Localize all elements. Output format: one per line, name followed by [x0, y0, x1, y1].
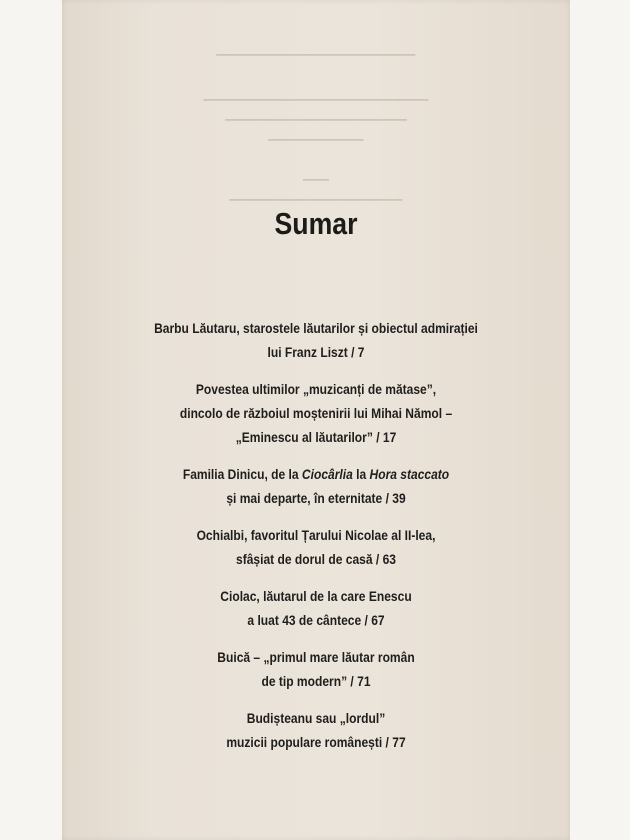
toc-entry-line: „Eminescu al lăutarilor” / 17 — [235, 429, 397, 445]
toc-entry-line — [98, 462, 535, 486]
toc-entry — [98, 316, 535, 364]
bleed-through-text: ▁▁▁▁▁▁▁▁▁▁▁ — [268, 129, 364, 141]
toc-entry-line: Budișteanu sau „lordul” — [246, 710, 386, 726]
bleed-through-text: ▁▁▁▁▁▁▁▁▁▁▁▁▁▁▁▁▁▁▁▁▁▁▁▁▁▁ — [203, 89, 429, 101]
toc-entry — [98, 462, 535, 510]
bleed-through-text: ▁▁▁▁▁▁▁▁▁▁▁▁▁▁▁▁▁▁▁▁▁▁▁ — [216, 44, 416, 56]
toc-entry-line: muzicii populare românești / 77 — [226, 734, 406, 750]
toc-entry — [98, 706, 535, 754]
toc-italic-title: Ciocârlia — [301, 466, 353, 482]
toc-entry-line: Barbu Lăutaru, starostele lăutarilor și obiectul admirației — [154, 320, 478, 336]
toc-entry-line: sfâșiat de dorul de casă / 63 — [236, 551, 396, 567]
page-title: Sumar — [274, 206, 358, 241]
toc-entry-line: Ochialbi, favoritul Țarului Nicolae al II-lea, — [196, 527, 436, 543]
toc-entry-line: de tip modern” / 71 — [261, 673, 371, 689]
toc-entry-line: și mai departe, în eternitate / 39 — [226, 490, 406, 506]
toc-entry-line: lui Franz Liszt / 7 — [267, 344, 365, 360]
book-page — [62, 0, 570, 840]
toc-entry-line: Ciolac, lăutarul de la care Enescu — [220, 588, 412, 604]
toc-text: Familia Dinicu, de la — [182, 466, 302, 482]
toc-entry — [98, 584, 535, 632]
bleed-through-text: ▁▁▁▁▁▁▁▁▁▁▁▁▁▁▁▁▁▁▁▁▁ — [225, 109, 407, 121]
toc-entry — [98, 523, 535, 571]
toc-entry-line: a luat 43 de cântece / 67 — [247, 612, 385, 628]
toc-entry-line: Buică – „primul mare lăutar român — [217, 649, 415, 665]
toc-entry — [98, 377, 535, 449]
bleed-through-text: ▁▁▁ — [303, 169, 329, 181]
bleed-through-text: ▁▁▁▁▁▁▁▁▁▁▁▁▁▁▁▁▁▁▁▁ — [229, 189, 403, 201]
toc-italic-title: Hora staccato — [369, 466, 450, 482]
table-of-contents — [62, 316, 570, 767]
toc-text: la — [352, 466, 370, 482]
toc-entry — [98, 645, 535, 693]
toc-entry-line: Povestea ultimilor „muzicanți de mătase”, — [195, 381, 437, 397]
toc-entry-line: dincolo de războiul moștenirii lui Mihai Nămol – — [179, 405, 453, 421]
